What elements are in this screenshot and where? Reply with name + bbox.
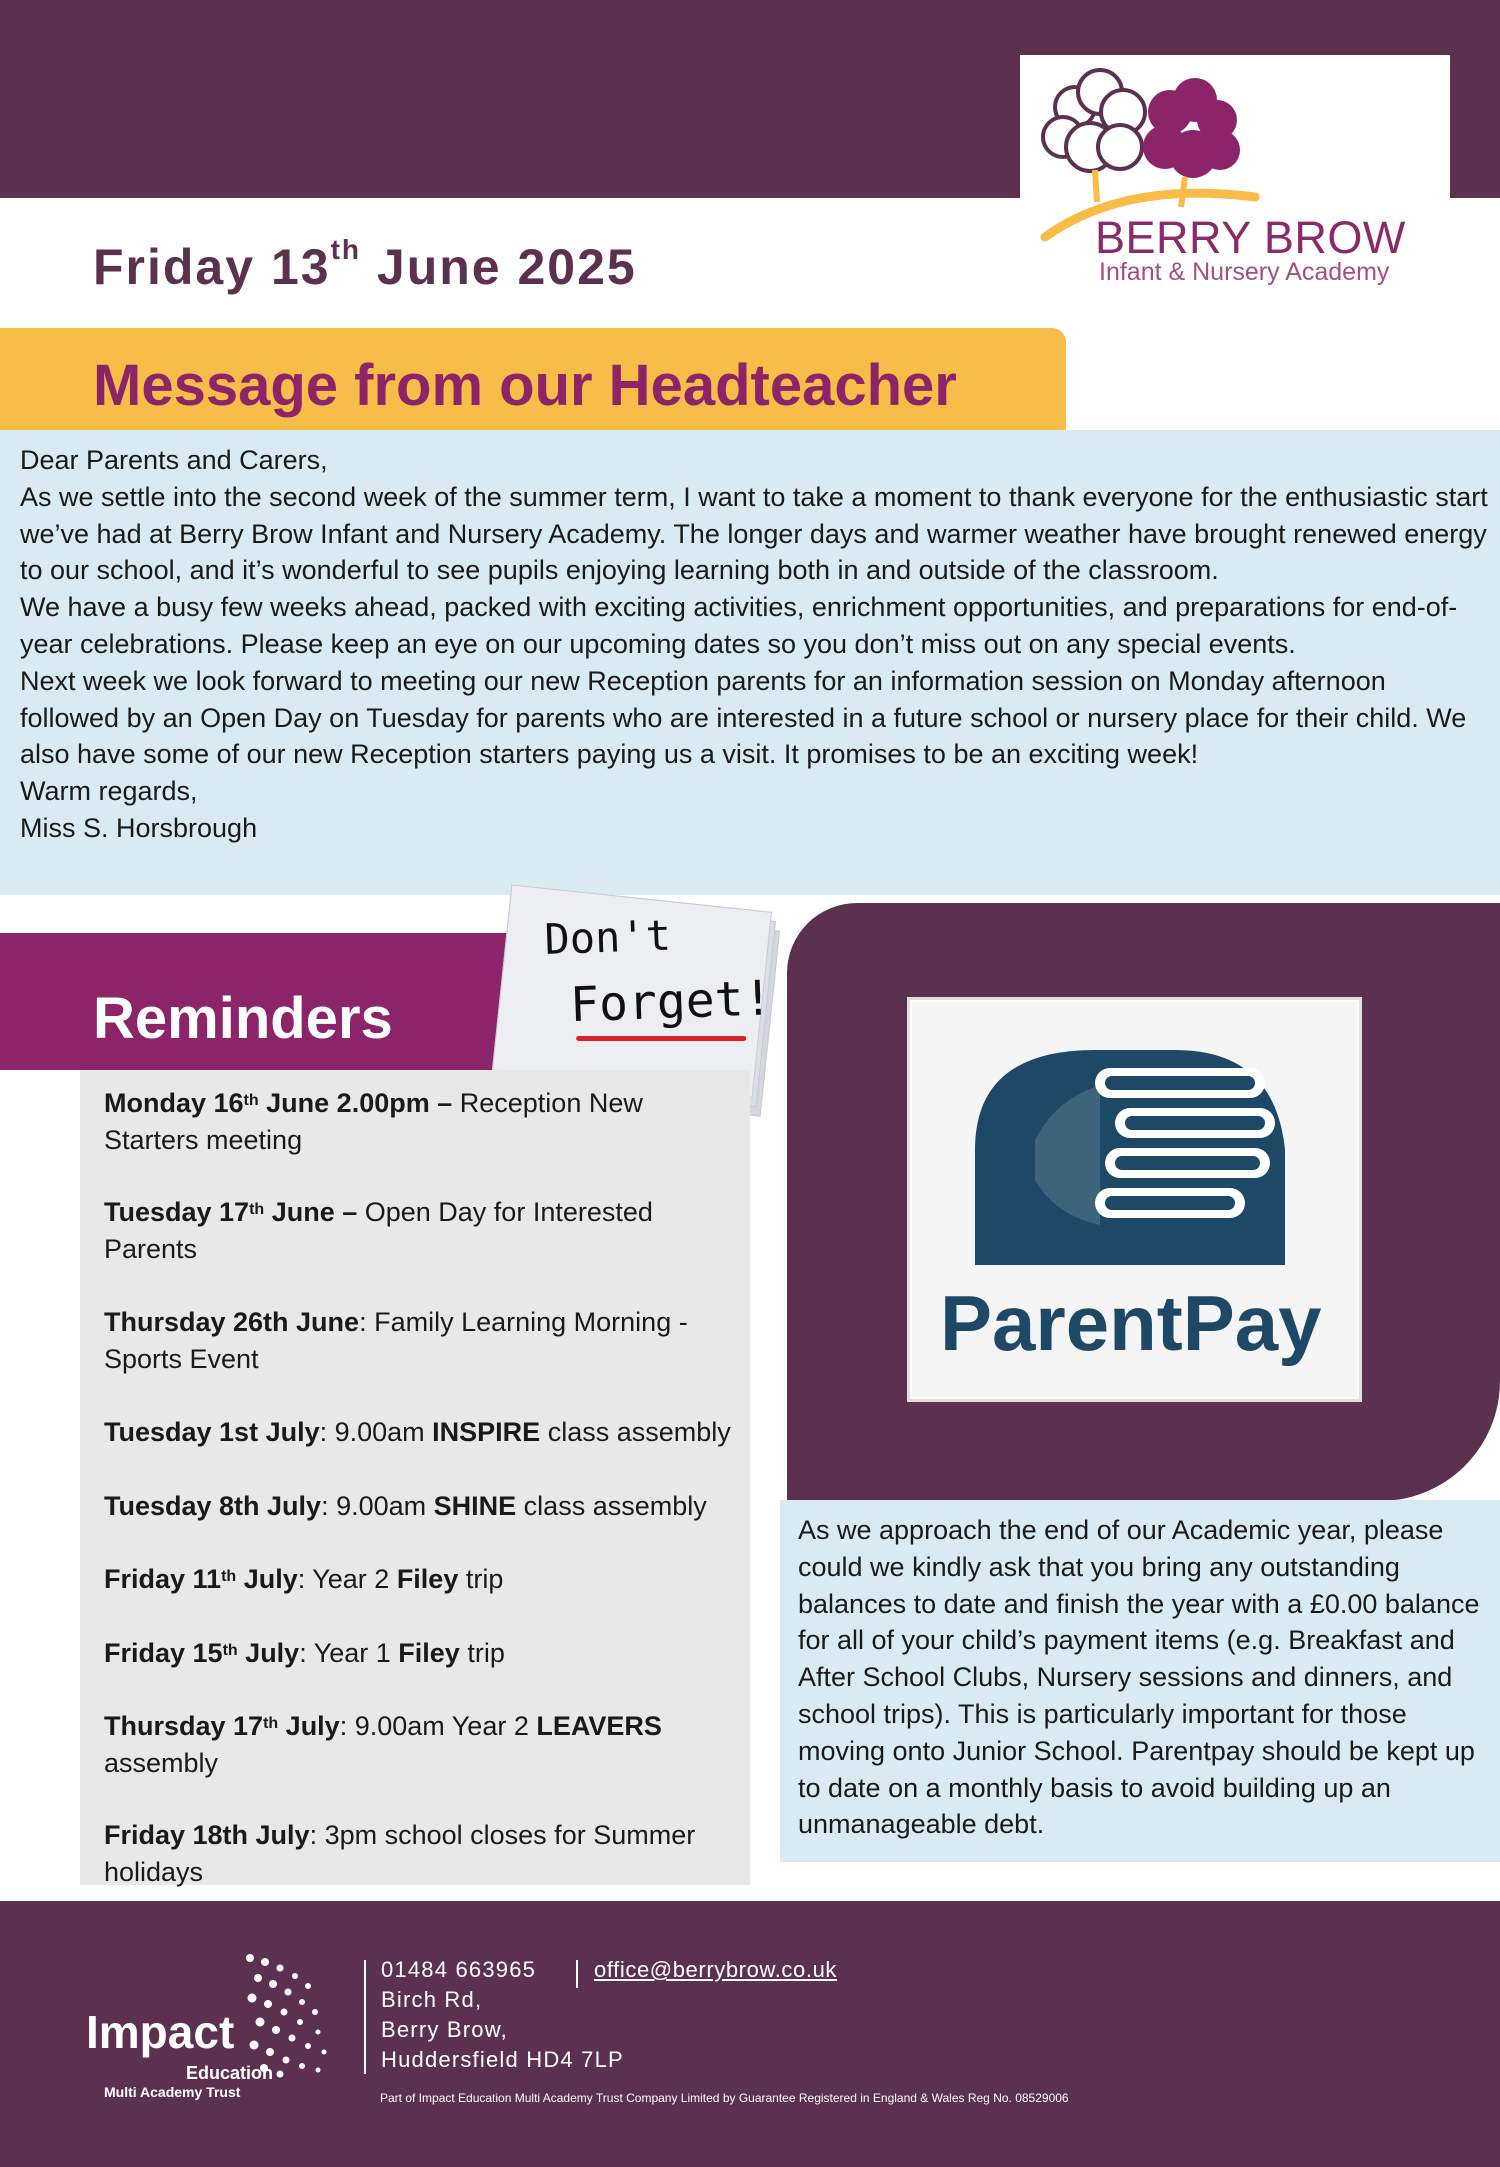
reminder-item: Thursday 17th July: 9.00am Year 2 LEAVERS assembly bbox=[104, 1711, 662, 1778]
message-title: Message from our Headteacher bbox=[93, 353, 957, 418]
note-underline bbox=[576, 1036, 746, 1041]
school-name: BERRY BROW bbox=[1095, 212, 1406, 263]
reminder-item: Monday 16th June 2.00pm – Reception New Starters meeting bbox=[104, 1088, 643, 1155]
footer-email-link[interactable]: office@berrybrow.co.uk bbox=[594, 1957, 838, 1982]
newsletter-date: Friday 13th June 2025 bbox=[93, 234, 637, 295]
message-paragraph: We have a busy few weeks ahead, packed with exciting activities, enrichment opportunities, and preparations for end-of-year celebrations. Please keep an eye on our upcoming dates so you don’t miss out on any special events. bbox=[20, 592, 1458, 659]
message-paragraph: As we settle into the second week of the summer term, I want to take a moment to thank everyone for the enthusiastic start we’ve had at Berry Brow Infant and Nursery Academy. The longer days and warmer weather have brought renewed energy to our school, and it’s wonderful to see pupils enjoying learning both in and outside of the classroom. bbox=[20, 481, 1488, 586]
footer-address-line: Birch Rd, bbox=[381, 1987, 483, 2012]
footer-legal-text: Part of Impact Education Multi Academy Trust Company Limited by Guarantee Registered in England & Wales Reg No. 08529006 bbox=[380, 2091, 1069, 2105]
message-greeting: Dear Parents and Carers, bbox=[20, 445, 328, 475]
footer-separator bbox=[576, 1960, 578, 1988]
note-line-1: Don't bbox=[543, 910, 672, 964]
impact-logo-dots-icon bbox=[240, 1950, 335, 2080]
message-paragraph: Next week we look forward to meeting our new Reception parents for an information session on Monday afternoon followed by an Open Day on Tuesday for parents who are interested in a future school or nursery place for their child. We also have some of our new Reception starters paying us a visit. It promises to be an exciting week! bbox=[20, 665, 1467, 770]
footer-address-line: Huddersfield HD4 7LP bbox=[381, 2047, 624, 2072]
message-signature: Miss S. Horsbrough bbox=[20, 812, 258, 843]
footer-phone[interactable]: 01484 663965 bbox=[381, 1957, 537, 1982]
parentpay-info-text: As we approach the end of our Academic year, please could we kindly ask that you bring any outstanding balances to date and finish the year with a £0.00 balance for all of your child’s payment items (e.g. Breakfast and After School Clubs, Nursery sessions and dinners, and school trips). This is particularly important for those moving onto Junior School. Parentpay should be kept up to date on a monthly basis to avoid building up an unmanageable debt. bbox=[798, 1515, 1480, 1840]
trust-sub1: Education bbox=[186, 2063, 274, 2083]
reminder-item: Tuesday 17th June – Open Day for Interested Parents bbox=[104, 1197, 653, 1264]
reminder-item: Tuesday 8th July: 9.00am SHINE class assembly bbox=[104, 1491, 707, 1521]
parentpay-hand-icon bbox=[975, 1040, 1305, 1265]
school-subtitle: Infant & Nursery Academy bbox=[1099, 258, 1390, 286]
footer-divider bbox=[364, 1960, 366, 2074]
reminders-title: Reminders bbox=[93, 986, 393, 1051]
reminder-item: Friday 18th July: 3pm school closes for Summer holidays bbox=[104, 1820, 696, 1887]
reminder-item: Tuesday 1st July: 9.00am INSPIRE class assembly bbox=[104, 1417, 731, 1447]
reminder-item: Friday 11th July: Year 2 Filey trip bbox=[104, 1564, 504, 1594]
footer-address-line: Berry Brow, bbox=[381, 2017, 508, 2042]
trust-name: Impact bbox=[86, 2006, 235, 2058]
message-signoff: Warm regards, bbox=[20, 776, 198, 807]
headteacher-message-text bbox=[20, 442, 1490, 847]
reminder-item: Friday 15th July: Year 1 Filey trip bbox=[104, 1638, 505, 1668]
trust-sub2: Multi Academy Trust bbox=[104, 2084, 241, 2100]
parentpay-logo-text: ParentPay bbox=[940, 1279, 1322, 1367]
reminder-item: Thursday 26th June: Family Learning Morning - Sports Event bbox=[104, 1307, 688, 1374]
note-line-2: Forget! bbox=[569, 970, 774, 1034]
